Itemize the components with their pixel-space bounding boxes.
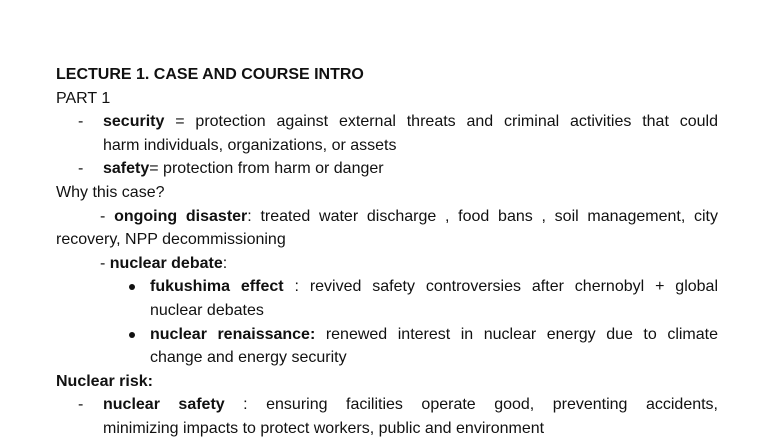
term-fukushima-effect: fukushima effect xyxy=(150,278,284,296)
term-nuclear-safety: nuclear safety xyxy=(103,396,225,414)
bullet-nuclear-renaissance xyxy=(56,323,718,347)
definition-text: = protection from harm or danger xyxy=(149,160,384,178)
bullet-dot-icon xyxy=(129,284,135,290)
risk-item-nuclear-safety xyxy=(56,393,718,417)
term-nuclear-renaissance: nuclear renaissance: xyxy=(150,325,316,343)
bullet-fukushima-effect xyxy=(56,275,718,299)
part-label: PART 1 xyxy=(56,89,111,107)
item-text: : treated water discharge , food bans , soil management, city xyxy=(247,207,719,225)
bullet-fukushima-continued: nuclear debates xyxy=(150,301,264,319)
definition-security-continued: harm individuals, organizations, or assets xyxy=(103,136,397,154)
term-security: security xyxy=(103,113,165,131)
dash-marker: - xyxy=(100,254,110,272)
item-text: : ensuring facilities operate good, preventing accidents, xyxy=(224,396,719,414)
why-heading: Why this case? xyxy=(56,183,165,201)
definition-security xyxy=(56,110,718,134)
definition-text: = protection against external threats and criminal activities that could xyxy=(164,113,718,131)
bullet-dot-icon xyxy=(129,332,135,338)
dash-marker: - xyxy=(78,396,84,414)
bullet-renaissance-continued: change and energy security xyxy=(150,349,347,367)
item-text: : xyxy=(222,254,228,272)
lecture-title: LECTURE 1. CASE AND COURSE INTRO xyxy=(56,66,364,83)
dash-marker: - xyxy=(100,207,115,225)
bullet-text: renewed interest in nuclear energy due to climate xyxy=(315,325,718,343)
term-nuclear-debate: nuclear debate xyxy=(109,254,223,272)
ongoing-disaster-item xyxy=(56,205,718,229)
dash-marker: - xyxy=(78,113,84,131)
risk-heading: Nuclear risk: xyxy=(56,372,153,390)
definition-safety xyxy=(56,157,718,181)
ongoing-disaster-continued: recovery, NPP decommissioning xyxy=(56,231,286,249)
risk-item-continued: minimizing impacts to protect workers, public and environment xyxy=(103,419,545,437)
lecture-notes xyxy=(56,63,718,441)
nuclear-debate-item xyxy=(56,252,718,276)
term-ongoing-disaster: ongoing disaster xyxy=(114,207,248,225)
dash-marker: - xyxy=(78,160,84,178)
term-safety: safety xyxy=(103,160,150,178)
bullet-text: : revived safety controversies after chernobyl + global xyxy=(283,278,719,296)
